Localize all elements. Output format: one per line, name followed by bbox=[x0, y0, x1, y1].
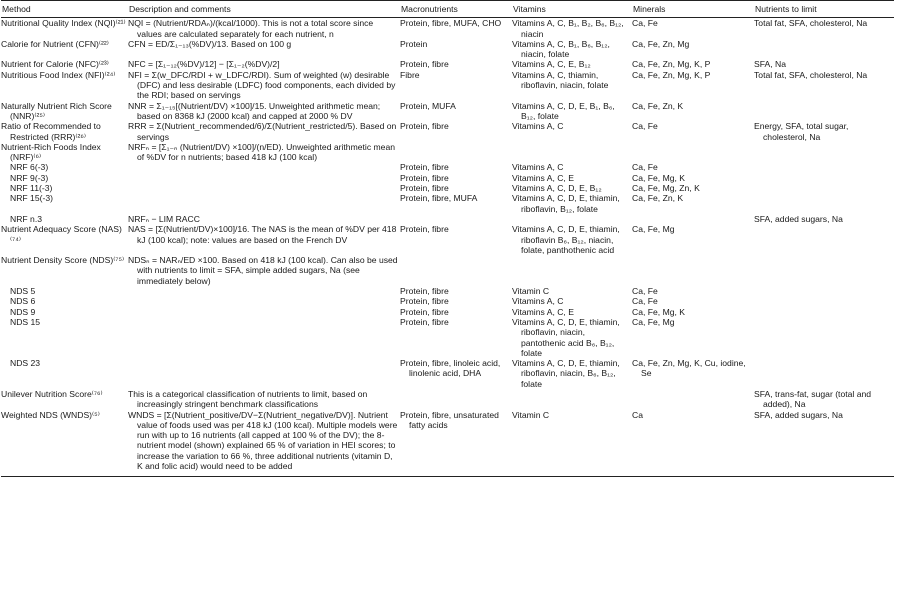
header-vitamins: Vitamins bbox=[512, 1, 632, 18]
cell-method: Naturally Nutrient Rich Score (NNR)⁽²⁵⁾ bbox=[1, 100, 112, 121]
table-row bbox=[1, 59, 894, 69]
cell-macronutrients: Protein, fibre bbox=[400, 172, 449, 183]
cell-method: Nutritious Food Index (NFI)⁽²⁴⁾ bbox=[1, 69, 116, 80]
cell-vitamins: Vitamins A, C, D, E, thiamin, riboflavin B₆, B₁₂, niacin, folate, panthothenic acid bbox=[512, 224, 620, 255]
cell-minerals: Ca, Fe, Mg bbox=[632, 224, 675, 235]
cell-nutrients-to-limit: Energy, SFA, total sugar, cholesterol, Na bbox=[754, 121, 849, 142]
cell-macronutrients: Protein, fibre bbox=[400, 286, 449, 297]
cell-macronutrients bbox=[400, 214, 512, 224]
table-row bbox=[1, 317, 894, 358]
table-row bbox=[1, 121, 894, 142]
cell-minerals bbox=[632, 389, 754, 410]
table-row bbox=[1, 162, 894, 172]
cell-vitamins: Vitamins A, C bbox=[512, 296, 564, 307]
cell-description: NFI = Σ(w_DFC/RDI + w_LDFC/RDI). Sum of weighted (w) desirable (DFC) and less desirable (LDFC) food components, each divided by the RDI; based on servings bbox=[128, 69, 396, 101]
cell-nutrients-to-limit bbox=[754, 183, 894, 193]
cell-description bbox=[128, 307, 400, 317]
table-row bbox=[1, 183, 894, 193]
cell-method: Nutritional Quality Index (NQI)⁽²¹⁾ bbox=[1, 18, 126, 29]
cell-nutrients-to-limit bbox=[754, 142, 894, 163]
table-header-row bbox=[1, 1, 894, 18]
cell-description: WNDS = [Σ(Nutrient_positive/DV−Σ(Nutrient_negative/DV)]. Nutrient value of foods used was per 418 kJ (100 kcal). Multiple models were run with up to 16 nutrients (all capped at 100 % of the DV); the 8-nutrient model (shown) explained 65 % of variation in HEI scores; to increase the variation to 66 %, three additional nutrients (vitamin D, K and folic acid) would need to be added bbox=[128, 410, 400, 477]
table-row bbox=[1, 307, 894, 317]
cell-minerals: Ca, Fe, Zn, K bbox=[632, 193, 684, 204]
cell-minerals: Ca, Fe bbox=[632, 121, 658, 132]
cell-nutrients-to-limit bbox=[754, 173, 894, 183]
table-row bbox=[1, 255, 894, 286]
cell-nutrients-to-limit: SFA, trans-fat, sugar (total and added), Na bbox=[754, 388, 872, 410]
cell-nutrients-to-limit bbox=[754, 101, 894, 122]
nutrient-profiling-table bbox=[1, 0, 894, 477]
cell-vitamins bbox=[512, 142, 632, 163]
cell-method: Weighted NDS (WNDS)⁽⁵⁾ bbox=[1, 410, 128, 477]
cell-method: NRF 9(-3) bbox=[10, 172, 49, 183]
cell-vitamins: Vitamins A, C, E, B₁₂ bbox=[512, 59, 591, 70]
cell-vitamins: Vitamins A, C, B₁, B₂, B₆, B₁₂, niacin bbox=[512, 18, 624, 39]
cell-minerals: Ca bbox=[632, 410, 754, 477]
cell-macronutrients: Protein, fibre bbox=[400, 121, 449, 132]
cell-method: NRF 6(-3) bbox=[10, 162, 49, 173]
cell-description: This is a categorical classification of nutrients to limit, based on increasingly stringent benchmark classifications bbox=[128, 388, 368, 410]
cell-description bbox=[128, 162, 400, 172]
cell-method: NRF 11(-3) bbox=[10, 183, 53, 194]
cell-vitamins: Vitamins A, C bbox=[512, 121, 564, 132]
cell-macronutrients: Protein, fibre, linoleic acid, linolenic acid, DHA bbox=[400, 358, 501, 379]
cell-macronutrients: Protein, fibre bbox=[400, 296, 449, 307]
table-row bbox=[1, 389, 894, 410]
cell-minerals: Ca, Fe bbox=[632, 18, 658, 29]
header-description: Description and comments bbox=[128, 1, 400, 18]
cell-vitamins: Vitamins A, C bbox=[512, 162, 564, 173]
header-minerals: Minerals bbox=[632, 1, 754, 18]
cell-macronutrients: Protein, fibre, unsaturated fatty acids bbox=[400, 410, 512, 477]
cell-minerals bbox=[632, 142, 754, 163]
cell-minerals: Ca, Fe, Zn, Mg, K, Cu, iodine, Se bbox=[632, 358, 746, 379]
cell-method: NDS 5 bbox=[10, 286, 36, 297]
cell-macronutrients bbox=[400, 389, 512, 410]
cell-method: NDS 15 bbox=[10, 316, 41, 327]
cell-vitamins: Vitamins A, C, thiamin, riboflavin, niacin, folate bbox=[512, 69, 609, 91]
cell-method: Calorie for Nutrient (CFN)⁽²²⁾ bbox=[1, 38, 109, 49]
cell-description bbox=[128, 358, 400, 389]
cell-description bbox=[128, 193, 400, 214]
cell-minerals: Ca, Fe, Zn, Mg, K, P bbox=[632, 59, 711, 70]
cell-nutrients-to-limit bbox=[754, 193, 894, 214]
cell-macronutrients bbox=[400, 255, 512, 286]
cell-vitamins: Vitamin C bbox=[512, 410, 632, 477]
cell-vitamins: Vitamins A, C, D, E, thiamin, riboflavin, niacin, pantothenic acid B₆, B₁₂, folate bbox=[512, 316, 620, 358]
cell-nutrients-to-limit bbox=[754, 286, 894, 296]
cell-macronutrients bbox=[400, 142, 512, 163]
cell-macronutrients: Protein, fibre bbox=[400, 306, 449, 317]
cell-minerals: Ca, Fe, Mg, Zn, K bbox=[632, 183, 700, 194]
cell-vitamins bbox=[512, 214, 632, 224]
cell-description: NRFₙ = [Σ₁₋ₙ (Nutrient/DV) ×100]/(n/ED). Unweighted arithmetic mean of %DV for n nutrients; based 418 kJ (100 kcal) bbox=[128, 141, 395, 163]
cell-nutrients-to-limit bbox=[754, 317, 894, 358]
table-row bbox=[1, 214, 894, 224]
cell-description: NFC = [Σ₁₋₁₂(%DV)/12] − [Σ₁₋₂(%DV)/2] bbox=[128, 59, 280, 70]
cell-macronutrients: Protein, fibre, MUFA bbox=[400, 193, 478, 204]
cell-macronutrients: Protein, fibre bbox=[400, 59, 449, 70]
cell-method: Nutrient Density Score (NDS)⁽⁷⁵⁾ bbox=[1, 255, 125, 266]
cell-vitamins bbox=[512, 255, 632, 286]
table-row bbox=[1, 39, 894, 60]
cell-vitamins: Vitamins A, C, E bbox=[512, 306, 574, 317]
cell-vitamins: Vitamins A, C, E bbox=[512, 172, 574, 183]
cell-method: NRF n.3 bbox=[10, 213, 42, 224]
cell-description bbox=[128, 286, 400, 296]
cell-macronutrients: Protein, fibre bbox=[400, 224, 449, 235]
cell-nutrients-to-limit bbox=[754, 296, 894, 306]
cell-description: NQI = (Nutrient/RDAₙ)/(kcal/1000). This is not a total score since values are calculated separately for each nutrient, n bbox=[128, 18, 374, 39]
table-row bbox=[1, 193, 894, 214]
cell-method: Nutrient-Rich Foods Index (NRF)⁽⁶⁾ bbox=[1, 141, 101, 163]
cell-description: NDSₙ = NARₙ/ED ×100. Based on 418 kJ (100 kcal). Can also be used with nutrients to limit = SFA, simple added sugars, Na (see immediately below) bbox=[128, 255, 398, 286]
cell-vitamins: Vitamins A, C, D, E, thiamin, riboflavin, niacin, B₆, B₁₂, folate bbox=[512, 358, 620, 389]
table-row bbox=[1, 142, 894, 163]
cell-description bbox=[128, 183, 400, 193]
cell-vitamins bbox=[512, 389, 632, 410]
cell-description bbox=[128, 173, 400, 183]
cell-macronutrients: Fibre bbox=[400, 69, 420, 80]
cell-minerals: Ca, Fe, Zn, K bbox=[632, 100, 684, 111]
header-method: Method bbox=[1, 1, 128, 18]
table-row bbox=[1, 18, 894, 39]
cell-nutrients-to-limit bbox=[754, 307, 894, 317]
cell-minerals: Ca, Fe, Mg, K bbox=[632, 306, 686, 317]
cell-nutrients-to-limit: SFA, added sugars, Na bbox=[754, 410, 894, 477]
cell-method: Nutrient for Calorie (NFC)⁽²³⁾ bbox=[1, 59, 109, 70]
table-row bbox=[1, 358, 894, 389]
cell-macronutrients: Protein, MUFA bbox=[400, 100, 456, 111]
cell-minerals: Ca, Fe bbox=[632, 162, 658, 173]
table-row bbox=[1, 410, 894, 477]
cell-vitamins: Vitamin C bbox=[512, 286, 550, 297]
cell-nutrients-to-limit: SFA, Na bbox=[754, 59, 786, 70]
cell-method: Ratio of Recommended to Restricted (RRR)⁽²⁶⁾ bbox=[1, 121, 101, 142]
table-row bbox=[1, 173, 894, 183]
table-row bbox=[1, 286, 894, 296]
header-nutrients-to-limit: Nutrients to limit bbox=[754, 1, 894, 18]
cell-nutrients-to-limit bbox=[754, 358, 894, 389]
cell-macronutrients: Protein, fibre, MUFA, CHO bbox=[400, 18, 502, 29]
cell-vitamins: Vitamins A, C, B₁, B₆, B₁₂, niacin, folate bbox=[512, 38, 610, 60]
cell-vitamins: Vitamins A, C, D, E, thiamin, riboflavin, B₁₂, folate bbox=[512, 193, 620, 214]
cell-method: NRF 15(-3) bbox=[10, 193, 53, 204]
cell-vitamins: Vitamins A, C, D, E, B₁, B₆, B₁₂, folate bbox=[512, 100, 615, 121]
header-macronutrients: Macronutrients bbox=[400, 1, 512, 18]
cell-macronutrients: Protein, fibre bbox=[400, 316, 449, 327]
cell-description: CFN = ED/Σ₁₋₁₃(%DV)/13. Based on 100 g bbox=[128, 38, 292, 49]
cell-macronutrients: Protein, fibre bbox=[400, 162, 449, 173]
cell-minerals: Ca, Fe, Zn, Mg, K, P bbox=[632, 69, 711, 80]
cell-method: Unilever Nutrition Score⁽⁷⁶⁾ bbox=[1, 388, 103, 399]
cell-nutrients-to-limit bbox=[754, 224, 894, 255]
cell-method: Nutrient Adequacy Score (NAS)⁽⁷⁴⁾ bbox=[1, 224, 122, 245]
cell-minerals bbox=[632, 255, 754, 286]
table-row bbox=[1, 70, 894, 101]
cell-macronutrients: Protein, fibre bbox=[400, 183, 449, 194]
cell-method: NDS 6 bbox=[10, 296, 36, 307]
cell-macronutrients: Protein bbox=[400, 38, 428, 49]
cell-method: NDS 9 bbox=[10, 306, 36, 317]
cell-description: NNR = Σ₁₋₁₅[(Nutrient/DV) ×100]/15. Unweighted arithmetic mean; based on 8368 kJ (2000 kcal) and capped at 2000 % DV bbox=[128, 100, 381, 121]
cell-method: NDS 23 bbox=[10, 358, 41, 369]
cell-nutrients-to-limit bbox=[754, 255, 894, 286]
cell-nutrients-to-limit: Total fat, SFA, cholesterol, Na bbox=[754, 69, 868, 80]
cell-nutrients-to-limit: SFA, added sugars, Na bbox=[754, 213, 843, 224]
table-row bbox=[1, 296, 894, 306]
cell-minerals: Ca, Fe bbox=[632, 286, 658, 297]
table-row bbox=[1, 224, 894, 255]
cell-description: RRR = Σ(Nutrient_recommended/6)/Σ(Nutrient_restricted/5). Based on servings bbox=[128, 121, 397, 142]
table-row bbox=[1, 101, 894, 122]
cell-description bbox=[128, 317, 400, 358]
cell-nutrients-to-limit bbox=[754, 162, 894, 172]
cell-minerals: Ca, Fe, Mg, K bbox=[632, 172, 686, 183]
cell-nutrients-to-limit: Total fat, SFA, cholesterol, Na bbox=[754, 18, 868, 29]
cell-description: NAS = [Σ(Nutrient/DV)×100]/16. The NAS is the mean of %DV per 418 kJ (100 kcal); note: values are based on the French DV bbox=[128, 224, 397, 245]
cell-nutrients-to-limit bbox=[754, 39, 894, 60]
cell-vitamins: Vitamins A, C, D, E, B₁₂ bbox=[512, 183, 602, 194]
cell-description bbox=[128, 296, 400, 306]
cell-minerals bbox=[632, 214, 754, 224]
cell-description: NRFₙ − LIM RACC bbox=[128, 213, 200, 224]
cell-minerals: Ca, Fe bbox=[632, 296, 658, 307]
cell-minerals: Ca, Fe, Zn, Mg bbox=[632, 38, 690, 49]
cell-minerals: Ca, Fe, Mg bbox=[632, 316, 675, 327]
